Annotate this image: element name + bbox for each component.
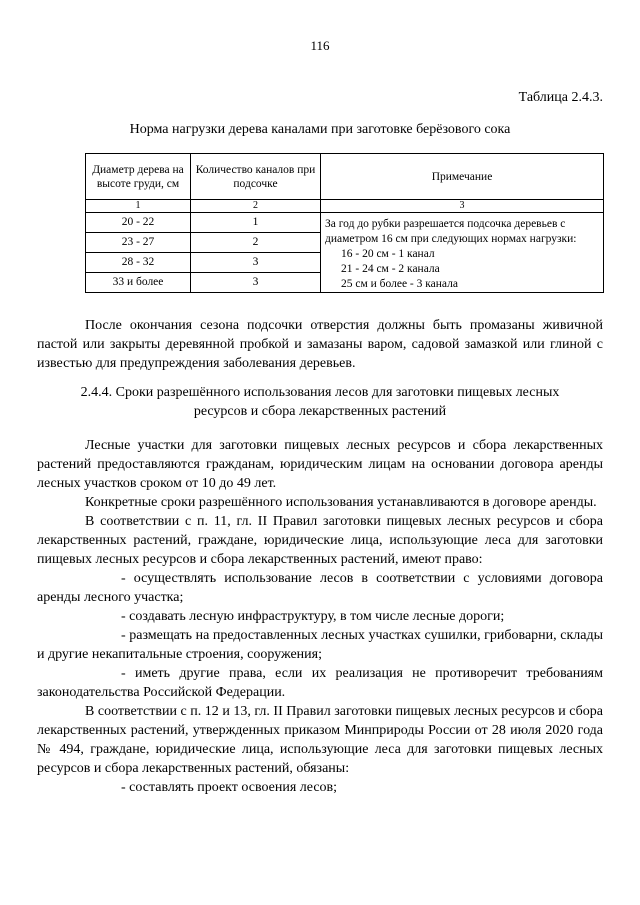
diameter-cell: 23 - 27	[86, 233, 191, 253]
section-heading	[37, 383, 603, 421]
note-item: 16 - 20 см - 1 канал	[341, 248, 435, 260]
note-cell	[321, 213, 604, 293]
paragraph: Конкретные сроки разрешённого использования устанавливаются в договоре аренды.	[85, 495, 597, 510]
header-note: Примечание	[321, 154, 604, 200]
col-number: 2	[191, 200, 321, 213]
load-norm-table	[85, 153, 604, 293]
diameter-cell: 28 - 32	[86, 253, 191, 273]
header-channels: Количество каналов при подсочке	[191, 154, 321, 200]
channels-cell: 1	[191, 213, 321, 233]
paragraph: В соответствии с п. 11, гл. II Правил заготовки пищевых лесных ресурсов и сбора лекарственных растений, граждане, юридические лица, использующие леса для заготовки пищевых лесных ресурсов и сбора лекарственных растений, имеют право:	[37, 514, 603, 567]
table-title: Норма нагрузки дерева каналами при заготовке берёзового сока	[129, 122, 511, 137]
note-item: 21 - 24 см - 2 канала	[341, 263, 440, 275]
table-header-row	[86, 154, 604, 200]
list-item: - создавать лесную инфраструктуру, в том числе лесные дороги;	[121, 609, 505, 624]
paragraph: В соответствии с п. 12 и 13, гл. II Правил заготовки пищевых лесных ресурсов и сбора лекарственных растений, утвержденных приказом Минприроды России от 28 июля 2020 года № 494, граждане, юридические лица, использующие леса для заготовки пищевых лесных ресурсов и сбора лекарственных растений, обязаны:	[37, 704, 603, 776]
note-item: 25 см и более - 3 канала	[341, 278, 458, 290]
table-label: Таблица 2.4.3.	[518, 90, 603, 105]
diameter-cell: 20 - 22	[86, 213, 191, 233]
list-item: - осуществлять использование лесов в соответствии с условиями договора аренды лесного участка;	[37, 571, 603, 605]
section-heading-line: ресурсов и сбора лекарственных растений	[193, 404, 447, 419]
list-item: - иметь другие права, если их реализация не противоречит требованиям законодательства Российской Федерации.	[37, 666, 603, 700]
section-body	[37, 436, 603, 797]
note-main: За год до рубки разрешается подсочка деревьев с диаметром 16 см при следующих нормах нагрузки:	[325, 218, 577, 245]
table-row	[86, 213, 604, 233]
list-item: - составлять проект освоения лесов;	[121, 780, 338, 795]
paragraph: Лесные участки для заготовки пищевых лесных ресурсов и сбора лекарственных растений предоставляются гражданам, юридическим лицам на основании договора аренды лесных участков сроком от 10 до 49 лет.	[37, 438, 603, 491]
section-heading-line: 2.4.4. Сроки разрешённого использования лесов для заготовки пищевых лесных	[80, 385, 560, 400]
col-number: 1	[86, 200, 191, 213]
paragraph-after-table: После окончания сезона подсочки отверстия должны быть промазаны живичной пастой или закрыты деревянной пробкой и замазаны варом, садовой замазкой или глиной с известью для предупреждения заболевания деревьев.	[37, 318, 603, 371]
page-number: 116	[310, 38, 330, 53]
table-column-numbers	[86, 200, 604, 213]
col-number: 3	[321, 200, 604, 213]
diameter-cell: 33 и более	[86, 273, 191, 293]
list-item: - размещать на предоставленных лесных участках сушилки, грибоварни, склады и другие некапитальные строения, сооружения;	[37, 628, 603, 662]
channels-cell: 3	[191, 273, 321, 293]
channels-cell: 3	[191, 253, 321, 273]
text-block-after-table	[37, 316, 603, 373]
header-diameter: Диаметр дерева на высоте груди, см	[86, 154, 191, 200]
channels-cell: 2	[191, 233, 321, 253]
